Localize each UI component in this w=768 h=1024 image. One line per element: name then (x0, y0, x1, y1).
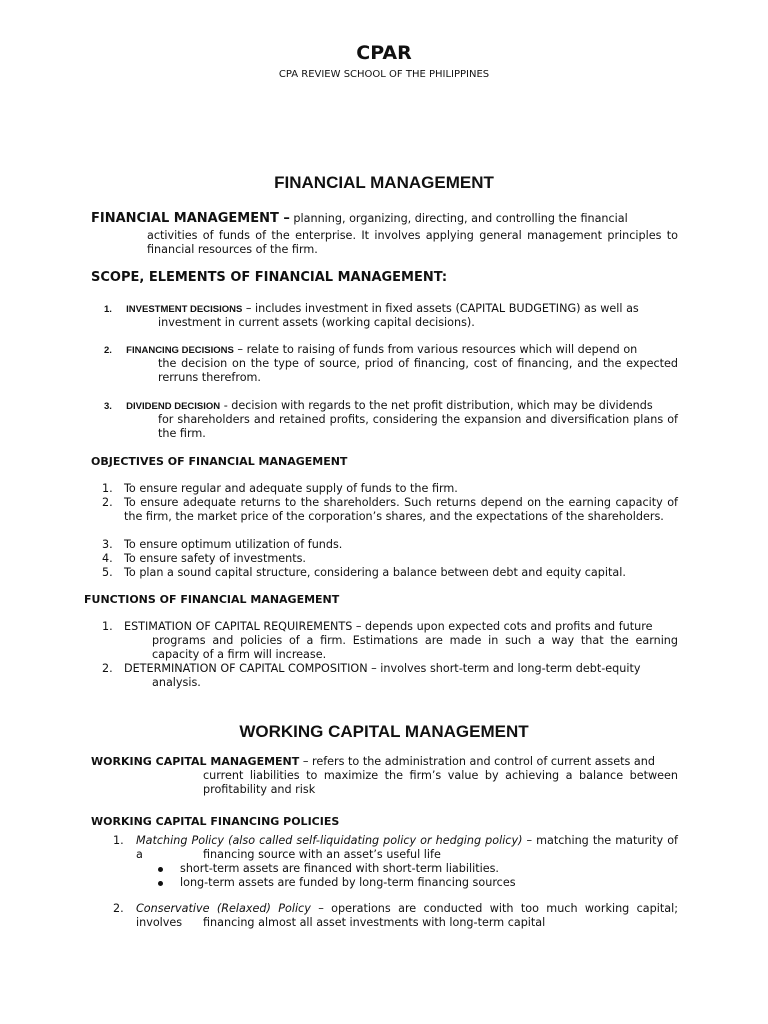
header-subtitle: CPA REVIEW SCHOOL OF THE PHILIPPINES (278, 69, 490, 80)
bullet-dot (158, 881, 163, 886)
list-item (180, 876, 678, 890)
policy-text: – operations are conducted with too much working capital; involves (136, 902, 678, 929)
fm-definition (91, 212, 678, 226)
policy-term: Matching Policy (also called self-liquidating policy or hedging policy) (136, 834, 523, 847)
scope-item-term: DIVIDEND DECISION (126, 401, 221, 412)
header-title: CPAR (356, 42, 412, 64)
scope-item-2 (104, 343, 678, 358)
policy-term: Conservative (Relaxed) Policy (136, 902, 311, 915)
bullet-text: short-term assets are financed with short-term liabilities. (180, 862, 499, 875)
wcm-definition-rest: current liabilities to maximize the firm’s value by achieving a balance between profitability and risk (203, 769, 678, 796)
bullet-dot (158, 867, 163, 872)
section-heading-financial-management: FINANCIAL MANAGEMENT (274, 173, 494, 192)
policy-number: 1. (113, 834, 124, 847)
scope-item-number: 1. (104, 304, 112, 315)
scope-item-3 (104, 399, 678, 414)
scope-item-text: – relate to raising of funds from various resources which will depend on (233, 343, 638, 356)
list-item (180, 862, 678, 876)
objective-text: To ensure adequate returns to the shareholders. Such returns depend on the earning capacity of the firm, the market price of the corporation’s shares, and the expectations of the shareholders. (124, 496, 678, 523)
scope-item-2-rest: the decision on the type of source, priod of financing, cost of financing, and the expected rerruns therefrom. (158, 357, 678, 384)
wcm-definition (91, 755, 678, 769)
policy-text-rest: financing almost all asset investments with long-term capital (203, 916, 546, 929)
function-number: 1. (102, 620, 113, 633)
wcm-definition-term: WORKING CAPITAL MANAGEMENT (91, 755, 300, 768)
scope-item-1 (104, 302, 678, 317)
fm-definition-rest: activities of funds of the enterprise. It involves applying general management principles to financial resources of the firm. (147, 229, 678, 256)
function-text-rest: analysis. (152, 676, 201, 689)
bullet-text: long-term assets are funded by long-term financing sources (180, 876, 516, 889)
functions-heading: FUNCTIONS OF FINANCIAL MANAGEMENT (84, 593, 340, 606)
scope-item-term: INVESTMENT DECISIONS (126, 304, 243, 315)
objective-number: 1. (102, 482, 113, 495)
fm-definition-term: FINANCIAL MANAGEMENT – (91, 211, 290, 226)
policy-number: 2. (113, 902, 124, 915)
policy-text: – matching the maturity of a (136, 834, 678, 861)
policy-text-rest: financing source with an asset’s useful life (203, 848, 441, 861)
function-number: 2. (102, 662, 113, 675)
objective-text: To ensure safety of investments. (124, 552, 306, 565)
objective-number: 2. (102, 496, 113, 509)
scope-item-1-rest: investment in current assets (working capital decisions). (158, 316, 475, 329)
scope-item-3-rest: for shareholders and retained profits, considering the expansion and diversification plans of the firm. (158, 413, 678, 440)
fm-definition-line1: planning, organizing, directing, and controlling the financial (289, 212, 628, 225)
objective-text: To ensure regular and adequate supply of funds to the firm. (124, 482, 458, 495)
scope-item-text: - decision with regards to the net profit distribution, which may be dividends (220, 399, 653, 412)
objective-text: To plan a sound capital structure, considering a balance between debt and equity capital. (124, 566, 626, 579)
function-text-rest: programs and policies of a firm. Estimations are made in such a way that the earning capacity of a firm will increase. (152, 634, 678, 661)
section-heading-working-capital: WORKING CAPITAL MANAGEMENT (239, 722, 529, 741)
objective-number: 5. (102, 566, 113, 579)
wcm-definition-line1: – refers to the administration and control of current assets and (299, 755, 655, 768)
objectives-heading: OBJECTIVES OF FINANCIAL MANAGEMENT (91, 455, 348, 468)
function-text: DETERMINATION OF CAPITAL COMPOSITION – involves short-term and long-term debt-equity (124, 662, 641, 675)
scope-heading: SCOPE, ELEMENTS OF FINANCIAL MANAGEMENT: (91, 270, 448, 285)
scope-item-number: 2. (104, 345, 112, 356)
scope-item-number: 3. (104, 401, 112, 412)
objective-number: 3. (102, 538, 113, 551)
scope-item-text: – includes investment in fixed assets (CAPITAL BUDGETING) as well as (242, 302, 639, 315)
objective-number: 4. (102, 552, 113, 565)
objective-text: To ensure optimum utilization of funds. (124, 538, 343, 551)
function-text: ESTIMATION OF CAPITAL REQUIREMENTS – depends upon expected cots and profits and future (124, 620, 653, 633)
scope-item-term: FINANCING DECISIONS (126, 345, 234, 356)
policies-heading: WORKING CAPITAL FINANCING POLICIES (91, 815, 340, 828)
